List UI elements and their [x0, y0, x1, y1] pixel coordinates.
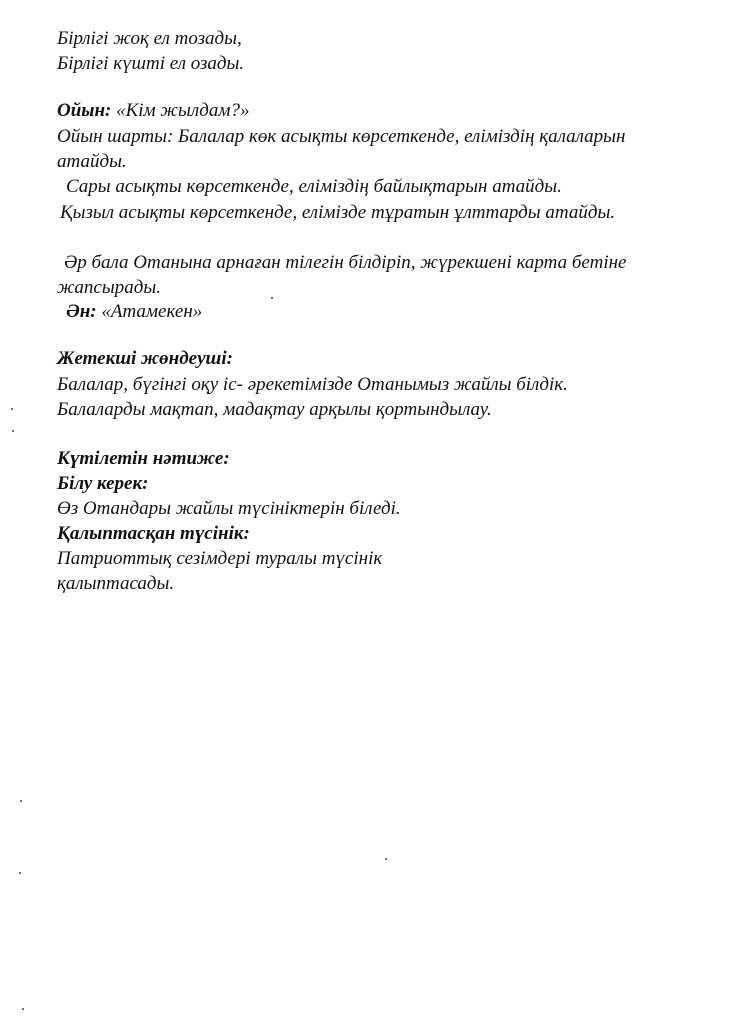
leader-line-2: Балаларды мақтап, мадақтау арқылы қортындылау. — [57, 399, 492, 420]
scan-speck — [11, 408, 13, 410]
scan-speck — [12, 430, 14, 432]
scan-speck — [20, 800, 22, 802]
know-heading: Білу керек: — [57, 473, 149, 494]
wish-line-2: жапсырады. — [57, 277, 161, 298]
game-rules-line-3: Сары асықты көрсеткенде, еліміздің байлықтарын атайды. — [66, 176, 562, 197]
proverb-line-2: Бірлігі күшті ел озады. — [57, 53, 245, 74]
game-title: «Кім жылдам?» — [116, 100, 250, 121]
game-label: Ойын: — [57, 100, 112, 121]
result-heading: Күтілетін нәтиже: — [57, 448, 230, 469]
formed-heading: Қалыптасқан түсінік: — [57, 523, 250, 544]
wish-line-1: Әр бала Отанына арнаған тілегін білдіріп, жүрекшені карта бетіне — [64, 252, 627, 273]
game-heading — [57, 98, 249, 123]
scan-speck — [19, 872, 21, 874]
leader-heading: Жетекші жөндеуші: — [57, 348, 233, 369]
formed-line-2: қалыптасады. — [57, 573, 175, 594]
song-title: «Атамекен» — [101, 301, 203, 322]
game-rules-line-1: Ойын шарты: Балалар көк асықты көрсеткенде, еліміздің қалаларын — [57, 126, 626, 147]
scan-speck — [385, 858, 387, 860]
know-text: Өз Отандары жайлы түсініктерін біледі. — [57, 498, 401, 519]
leader-line-1: Балалар, бүгінгі оқу іс- әрекетімізде Отанымыз жайлы білдік. — [57, 374, 568, 395]
scan-speck — [271, 297, 273, 299]
song-heading — [66, 299, 202, 324]
game-rules-line-2: атайды. — [57, 151, 127, 172]
scan-speck — [22, 1008, 24, 1010]
formed-line-1: Патриоттық сезімдері туралы түсінік — [57, 548, 383, 569]
song-label: Ән: — [66, 301, 97, 322]
proverb-line-1: Бірлігі жоқ ел тозады, — [57, 28, 242, 49]
game-rules-line-4: Қызыл асықты көрсеткенде, елімізде тұратын ұлттарды атайды. — [60, 202, 616, 223]
